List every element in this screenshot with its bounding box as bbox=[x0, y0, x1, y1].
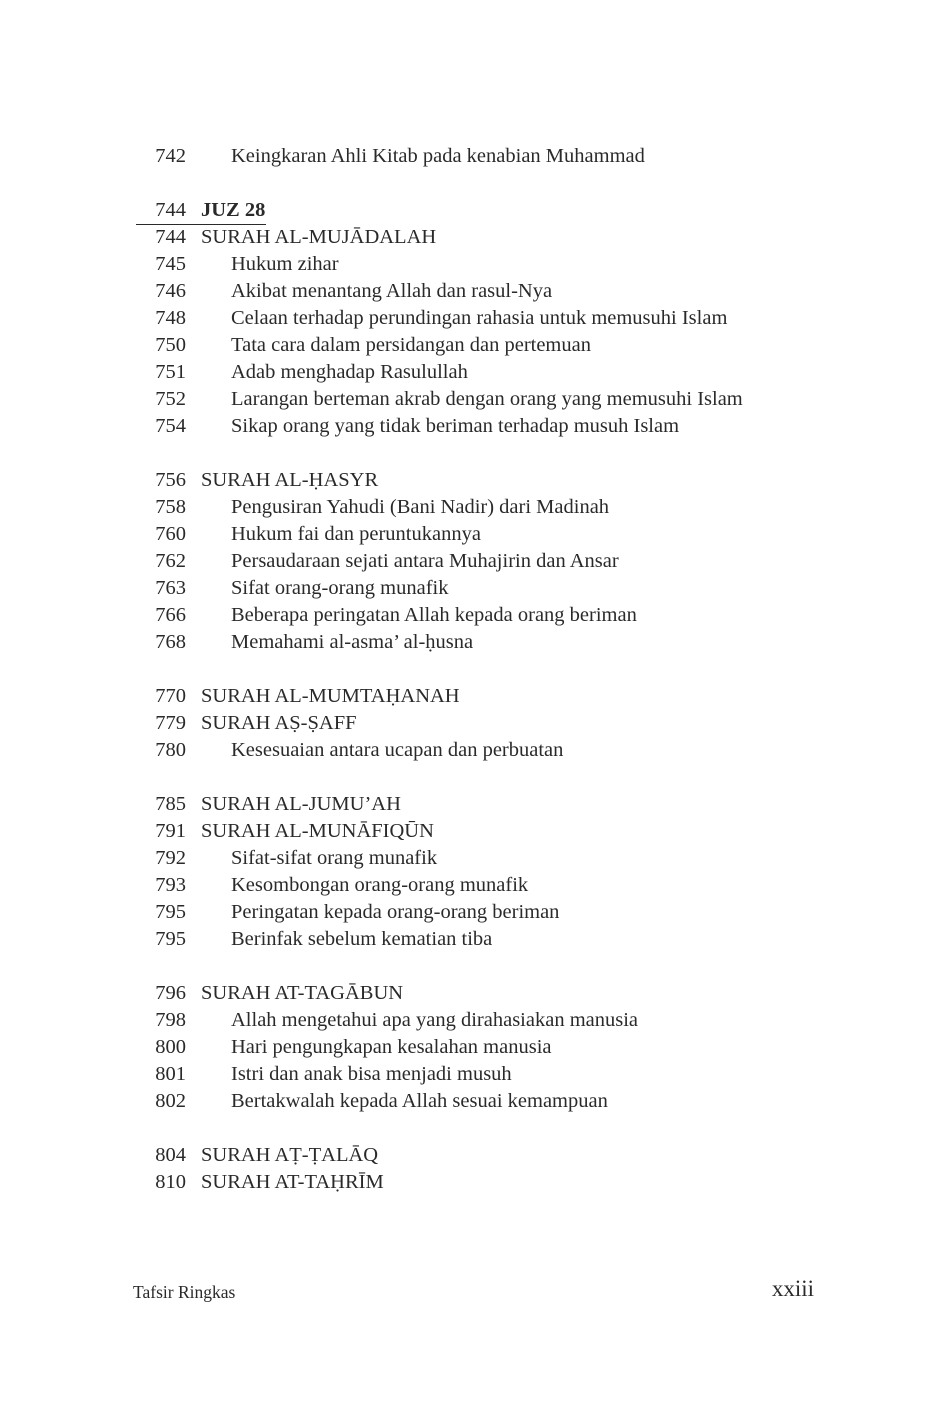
toc-page-number: 752 bbox=[155, 388, 186, 410]
toc-page-number: 779 bbox=[155, 712, 186, 734]
toc-entry bbox=[0, 521, 946, 548]
toc-page-number: 768 bbox=[155, 631, 186, 653]
toc-surah-entry bbox=[0, 224, 946, 251]
toc-entry bbox=[0, 1007, 946, 1034]
toc-entry bbox=[0, 845, 946, 872]
toc-page-number: 758 bbox=[155, 496, 186, 518]
toc-topic-title: Keingkaran Ahli Kitab pada kenabian Muhammad bbox=[231, 145, 645, 167]
toc-page-number: 744 bbox=[155, 199, 186, 221]
toc-entry bbox=[0, 548, 946, 575]
toc-surah-title: SURAH AL-JUMU’AH bbox=[201, 793, 401, 815]
toc-topic-title: Persaudaraan sejati antara Muhajirin dan Ansar bbox=[231, 550, 619, 572]
toc-topic-title: Kesesuaian antara ucapan dan perbuatan bbox=[231, 739, 564, 761]
toc-juz-heading bbox=[0, 197, 946, 224]
toc-surah-title: SURAH AL-MUNĀFIQŪN bbox=[201, 820, 434, 842]
toc-topic-title: Sikap orang yang tidak beriman terhadap musuh Islam bbox=[231, 415, 680, 437]
toc-entry bbox=[0, 386, 946, 413]
toc-entry bbox=[0, 278, 946, 305]
toc-topic-title: Berinfak sebelum kematian tiba bbox=[231, 928, 493, 950]
toc-entry bbox=[0, 1061, 946, 1088]
toc-topic-title: Beberapa peringatan Allah kepada orang beriman bbox=[231, 604, 637, 626]
toc-topic-title: Celaan terhadap perundingan rahasia untuk memusuhi Islam bbox=[231, 307, 728, 329]
toc-entry bbox=[0, 737, 946, 764]
toc-surah-title: SURAH AṬ-ṬALĀQ bbox=[201, 1144, 379, 1166]
running-footer-book-title: Tafsir Ringkas bbox=[133, 1282, 236, 1302]
toc-page-number: 742 bbox=[155, 145, 186, 167]
toc-page-number: 802 bbox=[155, 1090, 186, 1112]
toc-page-number: 801 bbox=[155, 1063, 186, 1085]
toc-topic-title: Akibat menantang Allah dan rasul-Nya bbox=[231, 280, 553, 302]
toc-surah-entry bbox=[0, 710, 946, 737]
toc-surah-title: SURAH AT-TAGĀBUN bbox=[201, 982, 404, 1004]
toc-entry bbox=[0, 926, 946, 953]
toc-page-number: 766 bbox=[155, 604, 186, 626]
toc-surah-title: SURAH AṢ-ṢAFF bbox=[201, 712, 357, 734]
toc-topic-title: Istri dan anak bisa menjadi musuh bbox=[231, 1063, 512, 1085]
toc-page-number: 810 bbox=[155, 1171, 186, 1193]
toc-surah-entry bbox=[0, 467, 946, 494]
toc-surah-title: SURAH AL-MUJĀDALAH bbox=[201, 226, 437, 248]
toc-entry bbox=[0, 332, 946, 359]
toc-topic-title: Allah mengetahui apa yang dirahasiakan manusia bbox=[231, 1009, 639, 1031]
toc-topic-title: Kesombongan orang-orang munafik bbox=[231, 874, 529, 896]
toc-entry bbox=[0, 305, 946, 332]
toc-topic-title: Tata cara dalam persidangan dan pertemuan bbox=[231, 334, 591, 356]
toc-entry bbox=[0, 251, 946, 278]
toc-surah-entry bbox=[0, 980, 946, 1007]
toc-page-number: 760 bbox=[155, 523, 186, 545]
toc-page-number: 785 bbox=[155, 793, 186, 815]
toc-page-number: 745 bbox=[155, 253, 186, 275]
toc-page-number: 796 bbox=[155, 982, 186, 1004]
toc-page-number: 744 bbox=[155, 226, 186, 248]
toc-entry bbox=[0, 413, 946, 440]
toc-page-number: 754 bbox=[155, 415, 186, 437]
toc-page-number: 762 bbox=[155, 550, 186, 572]
toc-page-number: 795 bbox=[155, 901, 186, 923]
toc-topic-title: Hari pengungkapan kesalahan manusia bbox=[231, 1036, 552, 1058]
toc-entry bbox=[0, 143, 946, 170]
toc-topic-title: Hukum zihar bbox=[231, 253, 339, 275]
toc-topic-title: Memahami al-asma’ al-ḥusna bbox=[231, 631, 474, 653]
toc-topic-title: Adab menghadap Rasulullah bbox=[231, 361, 468, 383]
toc-topic-title: Sifat-sifat orang munafik bbox=[231, 847, 438, 869]
toc-surah-entry bbox=[0, 1142, 946, 1169]
toc-page-number: 751 bbox=[155, 361, 186, 383]
toc-topic-title: Pengusiran Yahudi (Bani Nadir) dari Madinah bbox=[231, 496, 610, 518]
toc-topic-title: Sifat orang-orang munafik bbox=[231, 577, 449, 599]
juz-title: JUZ 28 bbox=[201, 199, 266, 221]
toc-entry bbox=[0, 1034, 946, 1061]
toc-topic-title: Hukum fai dan peruntukannya bbox=[231, 523, 481, 545]
toc-page-number: 763 bbox=[155, 577, 186, 599]
toc-topic-title: Bertakwalah kepada Allah sesuai kemampuan bbox=[231, 1090, 608, 1112]
toc-page-number: 780 bbox=[155, 739, 186, 761]
toc-page-number: 750 bbox=[155, 334, 186, 356]
toc-page-number: 798 bbox=[155, 1009, 186, 1031]
toc-surah-title: SURAH AT-TAḤRĪM bbox=[201, 1171, 384, 1193]
toc-entry bbox=[0, 1088, 946, 1115]
toc-page-number: 756 bbox=[155, 469, 186, 491]
toc-entry bbox=[0, 359, 946, 386]
toc-topic-title: Larangan berteman akrab dengan orang yang memusuhi Islam bbox=[231, 388, 743, 410]
toc-page-number: 748 bbox=[155, 307, 186, 329]
toc-page-number: 795 bbox=[155, 928, 186, 950]
toc-surah-title: SURAH AL-MUMTAḤANAH bbox=[201, 685, 460, 707]
toc-page-number: 792 bbox=[155, 847, 186, 869]
toc-entry bbox=[0, 602, 946, 629]
toc-page-number: 791 bbox=[155, 820, 186, 842]
toc-surah-entry bbox=[0, 683, 946, 710]
toc-page-number: 800 bbox=[155, 1036, 186, 1058]
toc-page-number: 793 bbox=[155, 874, 186, 896]
toc-surah-entry bbox=[0, 791, 946, 818]
toc-entry bbox=[0, 629, 946, 656]
toc-entry bbox=[0, 494, 946, 521]
toc-surah-entry bbox=[0, 1169, 946, 1196]
toc-entry bbox=[0, 899, 946, 926]
toc-page-number: 804 bbox=[155, 1144, 186, 1166]
toc-topic-title: Peringatan kepada orang-orang beriman bbox=[231, 901, 560, 923]
toc-page-number: 746 bbox=[155, 280, 186, 302]
toc-entry bbox=[0, 575, 946, 602]
folio-page-number: xxiii bbox=[771, 1276, 814, 1301]
toc-page-number: 770 bbox=[155, 685, 186, 707]
toc-surah-title: SURAH AL-ḤASYR bbox=[201, 469, 379, 491]
toc-entry bbox=[0, 872, 946, 899]
toc-surah-entry bbox=[0, 818, 946, 845]
